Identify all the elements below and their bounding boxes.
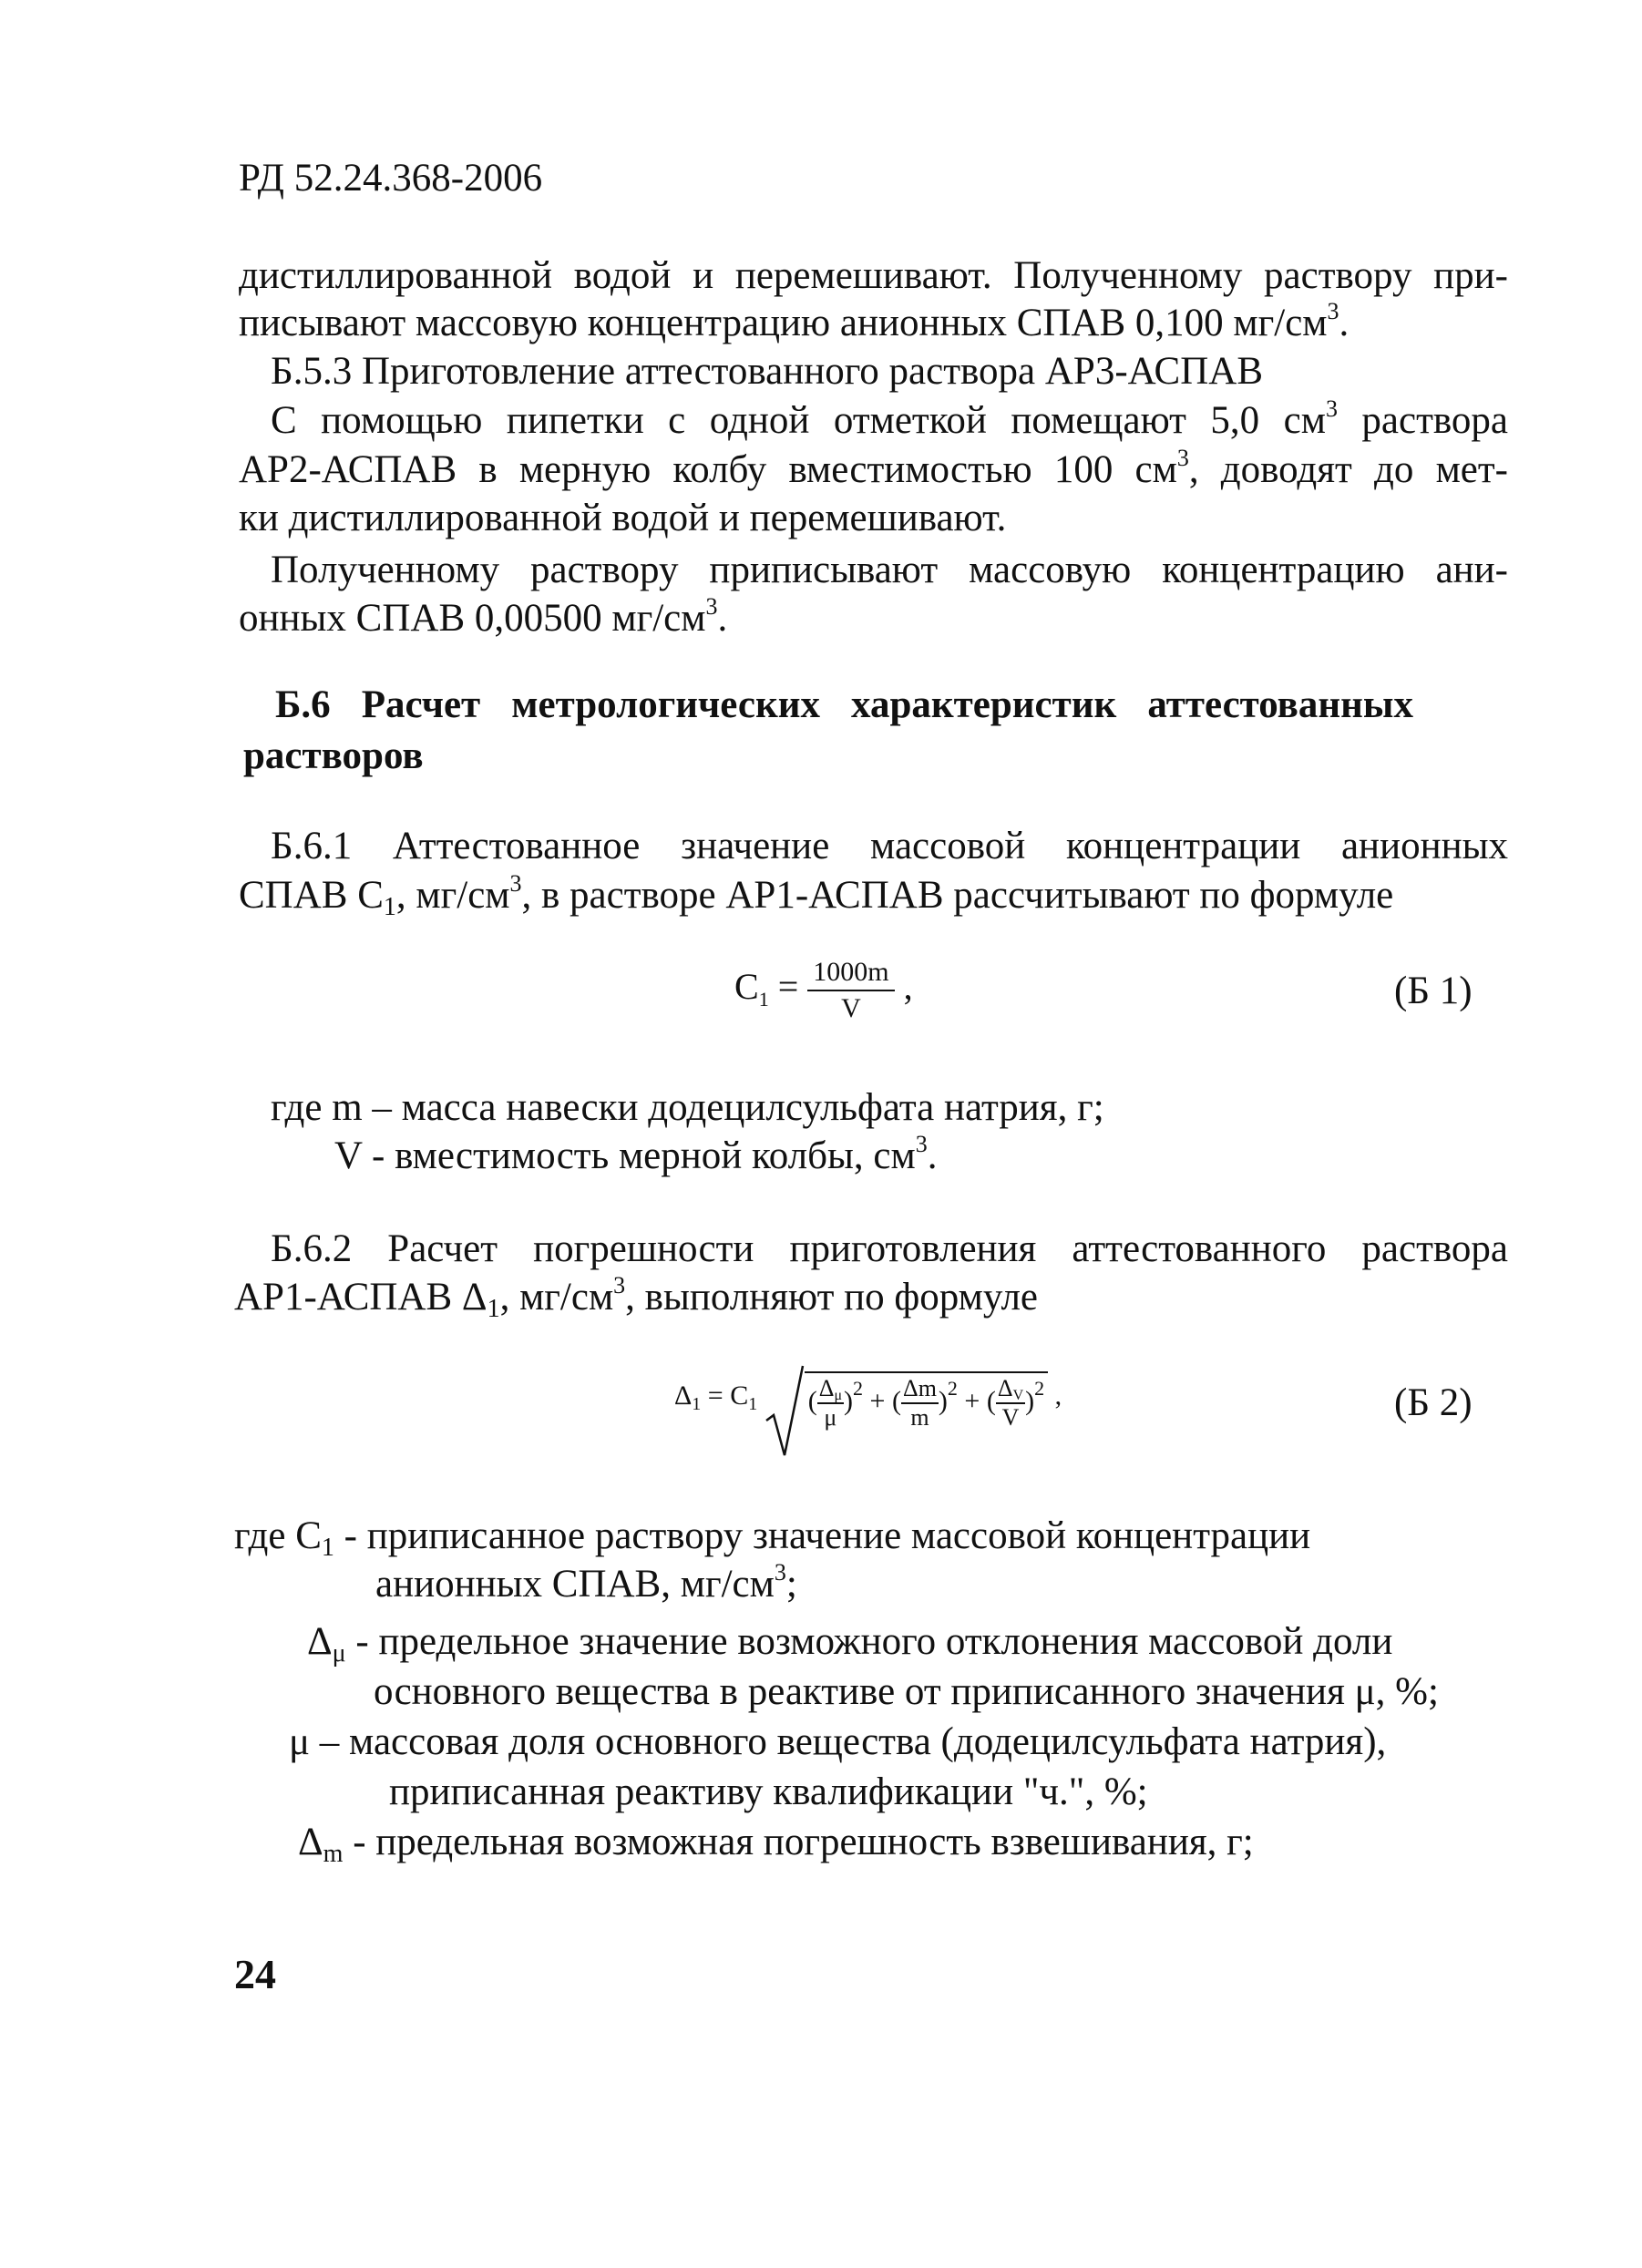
text-run: , доводят до мет- [1188,448,1508,491]
fraction-denominator: μ [824,1404,837,1431]
subscript: V [1012,1388,1024,1403]
text-run: . [717,597,728,640]
text-run: Δ [298,1821,323,1863]
section-heading-b6-cont: растворов [243,734,424,777]
text-run: . [1339,302,1350,344]
paragraph-line: Б.6.1 Аттестованное значение массовой концентрации анионных [271,825,1508,867]
text-run: раствора [1337,399,1508,442]
paragraph-line [234,1274,1038,1321]
text-run: , мг/см [499,1276,614,1319]
text-run: - предельная возможная погрешность взвешивания, г; [343,1821,1254,1863]
fraction-denominator: V [841,993,861,1023]
fraction-numerator: Δm [901,1375,939,1404]
superscript: 3 [509,870,522,897]
subscript: μ [834,1388,843,1403]
formula-operator: = C [707,1380,749,1411]
subscript: 1 [321,1534,334,1562]
formula-operator: + [869,1385,886,1416]
radicand [805,1371,1048,1432]
paren: ) [938,1385,948,1416]
paren: ) [844,1385,854,1416]
text-run: , выполняют по формуле [625,1276,1038,1319]
delta-symbol: Δ [818,1375,835,1401]
definition-line [307,1618,1392,1666]
text-run: , мг/см [395,874,510,917]
definition-line: основного вещества в реактиве от приписанного значения μ, %; [374,1670,1439,1713]
definition-line [298,1819,1254,1866]
paren: ) [1025,1385,1035,1416]
formula-fraction [996,1375,1025,1432]
formula-operator: + [964,1385,980,1416]
formula-symbol: С [734,966,759,1008]
subscript: m [323,1840,344,1868]
subscript: μ [332,1639,346,1668]
superscript: 3 [1176,445,1189,471]
formula-b2 [674,1364,1062,1432]
exponent: 2 [1034,1376,1045,1400]
text-run: Δ [307,1620,333,1663]
paragraph-line [239,872,1393,919]
subscript: 1 [748,1393,758,1414]
text-run: V - вместимость мерной колбы, см [334,1134,916,1177]
subscript: 1 [487,1295,500,1323]
text-run: писывают массовую концентрацию анионных СПАВ 0,100 мг/см [239,302,1328,344]
text-run: ; [785,1563,797,1606]
formula-fraction [901,1375,939,1432]
definition-line: приписанная реактиву квалификации "ч.", %; [389,1770,1148,1813]
text-run: где С [234,1514,322,1557]
superscript: 3 [705,593,718,620]
text-run: анионных СПАВ, мг/см [375,1563,775,1606]
superscript: 3 [1327,298,1339,324]
paren: ( [986,1385,996,1416]
paragraph-line [239,595,727,642]
definition-line: μ – массовая доля основного вещества (додецилсульфата натрия), [289,1720,1387,1763]
document-code-header: РД 52.24.368-2006 [239,157,543,200]
definition-line [334,1133,937,1180]
text-run: , в растворе АР1-АСПАВ рассчитывают по формуле [521,874,1394,917]
radical-sign-icon [765,1364,805,1459]
text-run: онных СПАВ 0,00500 мг/см [239,597,706,640]
definition-line [375,1561,797,1608]
paragraph-line: Б.6.2 Расчет погрешности приготовления аттестованного раствора [271,1227,1508,1270]
fraction-numerator [817,1375,844,1404]
formula-fraction [817,1375,844,1432]
subscript: 1 [692,1393,702,1414]
superscript: 3 [613,1272,626,1298]
formula-operator: = [777,966,799,1008]
delta-symbol: Δ [997,1375,1013,1401]
text-run: . [927,1134,938,1177]
definition-line: где m – масса навески додецилсульфата натрия, г; [271,1086,1104,1129]
page-number: 24 [234,1951,276,1997]
text-run: - приписанное раствору значение массовой концентрации [334,1514,1311,1557]
text-run: СПАВ С [239,874,384,917]
formula-punctuation: , [903,966,913,1008]
subscript: 1 [383,893,396,921]
paragraph-line [271,397,1508,445]
exponent: 2 [947,1376,958,1400]
fraction-denominator: V [1001,1404,1020,1431]
definition-line [234,1513,1310,1560]
paragraph-line: дистиллированной водой и перемешивают. Полученному раствору при- [239,254,1508,297]
superscript: 3 [1325,395,1338,422]
fraction-numerator [996,1375,1025,1404]
section-heading-b6: Б.6 Расчет метрологических характеристик аттестованных [275,683,1413,726]
square-root [765,1364,1048,1432]
paragraph-line: ки дистиллированной водой и перемешивают. [239,497,1007,539]
text-run: АР2-АСПАВ в мерную колбу вместимостью 100 см [239,448,1177,491]
text-run: АР1-АСПАВ Δ [234,1276,487,1319]
formula-symbol: Δ [674,1380,693,1411]
superscript: 3 [915,1131,928,1157]
exponent: 2 [853,1376,864,1400]
subsection-heading-b53: Б.5.3 Приготовление аттестованного раствора АР3-АСПАВ [271,350,1264,393]
text-run: - предельное значение возможного отклонения массовой доли [345,1620,1393,1663]
subscript: 1 [758,988,769,1011]
formula-fraction [807,957,894,1024]
paragraph-line [239,446,1508,494]
paren: ( [807,1385,817,1416]
paren: ( [891,1385,901,1416]
formula-b1 [734,957,913,1024]
superscript: 3 [774,1559,786,1586]
formula-punctuation: , [1054,1380,1062,1411]
paragraph-line: Полученному раствору приписывают массовую концентрацию ани- [271,549,1508,591]
fraction-denominator: m [910,1404,929,1431]
text-run: С помощью пипетки с одной отметкой помещают 5,0 см [271,399,1326,442]
equation-number-b2: (Б 2) [1394,1381,1473,1424]
equation-number-b1: (Б 1) [1394,970,1473,1012]
paragraph-line [239,300,1349,347]
fraction-numerator: 1000m [807,957,894,991]
